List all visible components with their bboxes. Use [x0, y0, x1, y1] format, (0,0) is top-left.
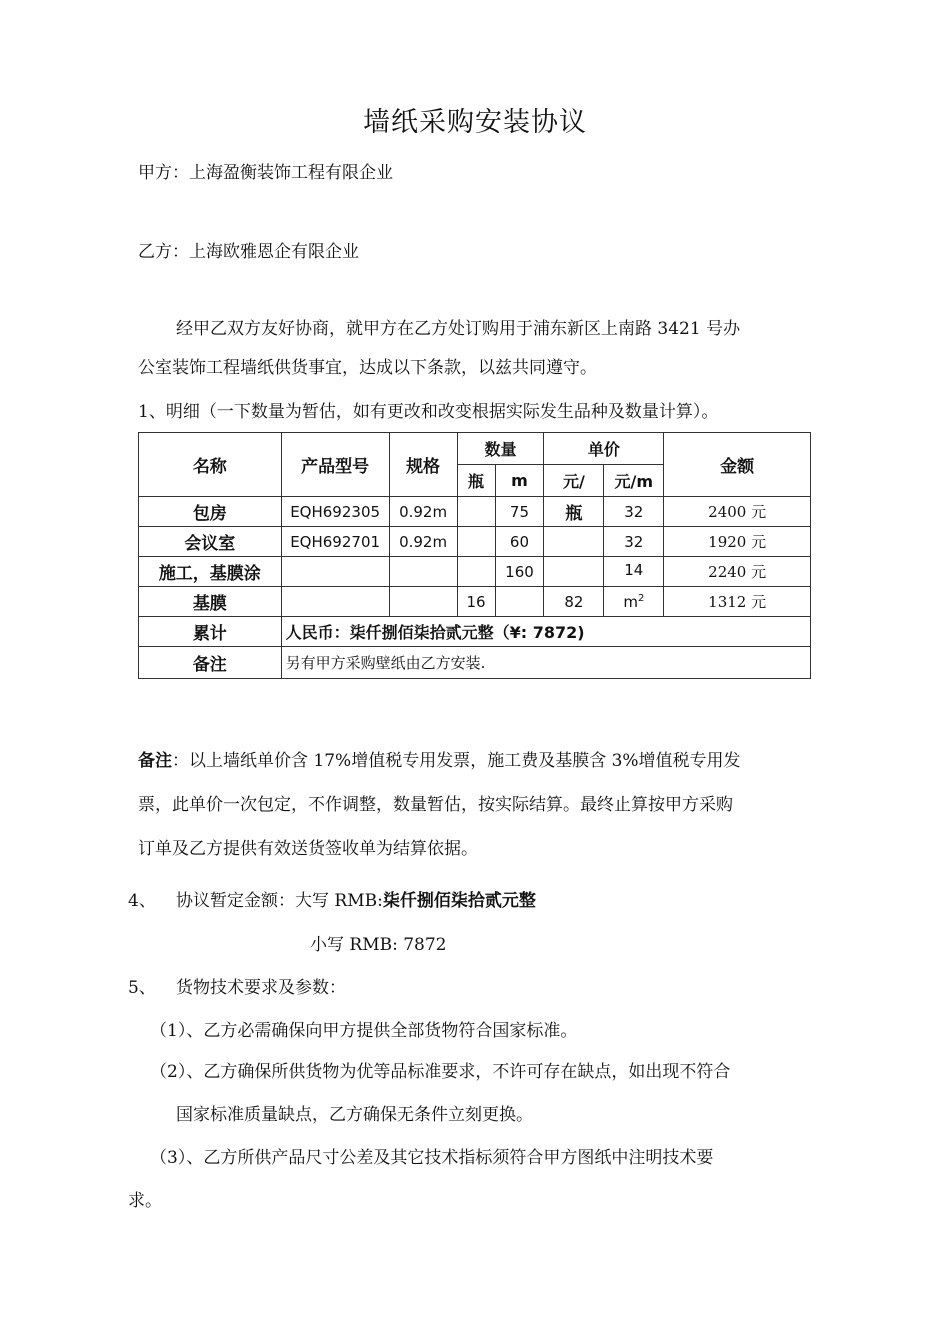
- item-4-amount-lower: 小写 RMB: 7872: [310, 935, 447, 955]
- section-1-heading: 1、明细（一下数量为暂估，如有更改和改变根据实际发生品种及数量计算）。: [138, 402, 719, 422]
- intro-line-1: 经甲乙双方友好协商，就甲方在乙方处订购用于浦东新区上南路 3421 号办: [176, 319, 741, 339]
- table-total-row: [139, 617, 811, 647]
- document-title: 墙纸采购安装协议: [363, 107, 587, 138]
- total-label: 累计: [139, 617, 282, 647]
- row-spec: 0.92m: [389, 527, 457, 557]
- table-row: [139, 557, 811, 587]
- table-row: [139, 587, 811, 617]
- requirement-3-line-2: 求。: [128, 1191, 162, 1211]
- row-price-bottle: [544, 557, 604, 587]
- item-5-number: 5、: [128, 978, 156, 998]
- requirement-3-line-1: （3）、乙方所供产品尺寸公差及其它技术指标须符合甲方图纸中注明技术要: [150, 1148, 714, 1168]
- row-qty-m: 160: [495, 557, 544, 587]
- row-price-m: 14: [604, 557, 664, 587]
- detail-table: [138, 432, 811, 679]
- row-qty-bottle: 16: [457, 587, 495, 617]
- row-spec: [389, 557, 457, 587]
- row-price-bottle: 瓶: [544, 497, 604, 527]
- item-4-line: [176, 886, 536, 911]
- party-b: 乙方：上海欧雅恩企有限企业: [138, 242, 359, 262]
- item-4-number: 4、: [128, 891, 156, 911]
- header-amount: 金额: [664, 433, 811, 497]
- item-5-heading: 货物技术要求及参数：: [176, 978, 346, 998]
- table-row: [139, 497, 811, 527]
- row-amount: 2400 元: [664, 497, 811, 527]
- note-label: 备注: [138, 751, 172, 771]
- table-remark-row: [139, 647, 811, 679]
- subheader-qty-bottle: 瓶: [457, 465, 495, 497]
- subheader-price-bottle: 元/: [544, 465, 604, 497]
- row-qty-bottle: [457, 527, 495, 557]
- row-qty-bottle: [457, 497, 495, 527]
- row-amount: 1920 元: [664, 527, 811, 557]
- intro-line-2: 公室装饰工程墙纸供货事宜，达成以下条款，以兹共同遵守。: [138, 358, 597, 378]
- row-qty-m: [495, 587, 544, 617]
- requirement-2-line-2: 国家标准质量缺点，乙方确保无条件立刻更换。: [176, 1105, 533, 1125]
- row-name: 包房: [139, 497, 282, 527]
- row-amount: 1312 元: [664, 587, 811, 617]
- unit-m: m: [623, 592, 638, 611]
- header-spec: 规格: [389, 433, 457, 497]
- header-quantity: 数量: [457, 433, 544, 465]
- row-price-m2: [604, 587, 664, 617]
- remark-value: 另有甲方采购壁纸由乙方安装.: [281, 647, 810, 679]
- row-spec: 0.92m: [389, 497, 457, 527]
- table-header-row: [139, 433, 811, 465]
- row-price-bottle: [544, 527, 604, 557]
- note-line-1: [138, 746, 741, 771]
- row-spec: [389, 587, 457, 617]
- header-name: 名称: [139, 433, 282, 497]
- item-4-amount-upper: 柒仟捌佰柒拾贰元整: [382, 891, 536, 911]
- row-price-m: 32: [604, 497, 664, 527]
- row-name: 施工，基膜涂: [139, 557, 282, 587]
- row-name: 基膜: [139, 587, 282, 617]
- item-4-text: 协议暂定金额：大写 RMB:: [176, 891, 383, 911]
- row-price-bottle: 82: [544, 587, 604, 617]
- row-model: EQH692305: [281, 497, 389, 527]
- requirement-2-line-1: （2）、乙方确保所供货物为优等品标准要求，不许可存在缺点，如出现不符合: [150, 1062, 731, 1082]
- row-qty-bottle: [457, 557, 495, 587]
- table-row: [139, 527, 811, 557]
- note-line-2: 票，此单价一次包定，不作调整，数量暂估，按实际结算。最终止算按甲方采购: [138, 795, 733, 815]
- row-qty-m: 75: [495, 497, 544, 527]
- row-model: [281, 587, 389, 617]
- party-a: 甲方：上海盈衡装饰工程有限企业: [138, 163, 393, 183]
- row-model: EQH692701: [281, 527, 389, 557]
- remark-label: 备注: [139, 647, 282, 679]
- unit-superscript: 2: [637, 592, 645, 604]
- total-value: 人民币：柒仟捌佰柒拾贰元整（¥: 7872): [281, 617, 810, 647]
- requirement-1: （1）、乙方必需确保向甲方提供全部货物符合国家标准。: [150, 1021, 578, 1041]
- row-model: [281, 557, 389, 587]
- note-text: ：以上墙纸单价含 17%增值税专用发票，施工费及基膜含 3%增值税专用发: [172, 751, 741, 771]
- subheader-qty-m: m: [495, 465, 544, 497]
- subheader-price-m: 元/m: [604, 465, 664, 497]
- row-qty-m: 60: [495, 527, 544, 557]
- header-model: 产品型号: [281, 433, 389, 497]
- row-amount: 2240 元: [664, 557, 811, 587]
- row-name: 会议室: [139, 527, 282, 557]
- row-price-m: 32: [604, 527, 664, 557]
- note-line-3: 订单及乙方提供有效送货签收单为结算依据。: [138, 839, 478, 859]
- header-unit-price: 单价: [544, 433, 664, 465]
